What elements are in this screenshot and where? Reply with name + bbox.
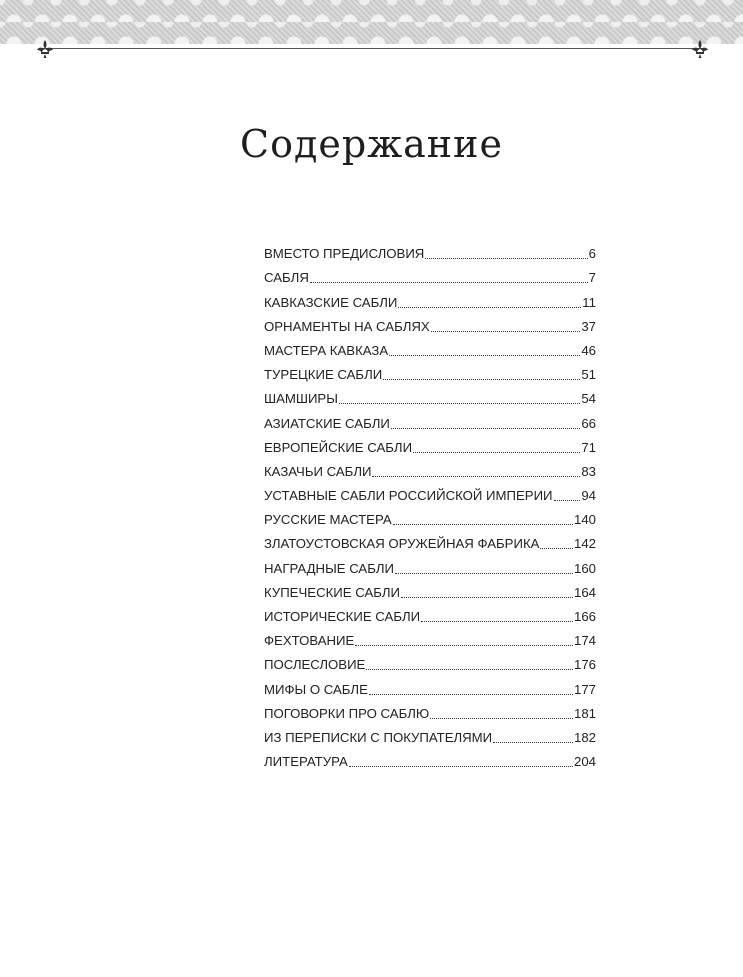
decorative-header-pattern [0, 0, 743, 44]
toc-entry-page-number: 51 [581, 367, 596, 383]
toc-entry-title: ОРНАМЕНТЫ НА САБЛЯХ [264, 318, 430, 334]
toc-leader-line [339, 402, 580, 404]
toc-entry[interactable] [264, 746, 596, 770]
toc-entry-page-number: 66 [581, 415, 596, 431]
toc-entry-title: ПОСЛЕСЛОВИЕ [264, 657, 366, 673]
toc-entry-title: САБЛЯ [264, 270, 309, 286]
toc-leader-line [398, 306, 581, 308]
toc-leader-line [310, 281, 588, 283]
toc-leader-line [391, 427, 580, 429]
toc-entry-page-number: 7 [588, 270, 596, 286]
toc-entry[interactable] [264, 238, 596, 262]
toc-entry-page-number: 164 [573, 584, 596, 600]
toc-entry[interactable] [264, 480, 596, 504]
toc-leader-line [430, 717, 573, 719]
toc-entry-page-number: 177 [573, 681, 596, 697]
toc-leader-line [349, 765, 573, 767]
toc-entry-page-number: 11 [582, 294, 596, 310]
toc-leader-line [372, 475, 580, 477]
toc-entry-page-number: 46 [581, 342, 596, 358]
toc-entry[interactable] [264, 262, 596, 286]
toc-entry-page-number: 140 [573, 512, 596, 528]
toc-entry[interactable] [264, 286, 596, 310]
fleur-de-lis-icon [689, 38, 711, 60]
toc-leader-line [413, 451, 580, 453]
toc-entry[interactable] [264, 528, 596, 552]
toc-entry[interactable] [264, 601, 596, 625]
header-rule [40, 48, 703, 49]
toc-entry-page-number: 181 [573, 705, 596, 721]
toc-entry-page-number: 142 [573, 536, 596, 552]
toc-entry-title: ШАМШИРЫ [264, 391, 338, 407]
toc-entry-page-number: 6 [588, 246, 596, 262]
toc-leader-line [393, 523, 573, 525]
toc-entry[interactable] [264, 432, 596, 456]
toc-entry-title: МАСТЕРА КАВКАЗА [264, 342, 389, 358]
toc-entry[interactable] [264, 649, 596, 673]
toc-entry-page-number: 204 [573, 754, 596, 770]
toc-entry-title: РУССКИЕ МАСТЕРА [264, 512, 392, 528]
toc-entry-title: АЗИАТСКИЕ САБЛИ [264, 415, 390, 431]
fleur-de-lis-icon [34, 38, 56, 60]
toc-entry-title: ЛИТЕРАТУРА [264, 754, 348, 770]
toc-entry-title: ЗЛАТОУСТОВСКАЯ ОРУЖЕЙНАЯ ФАБРИКА [264, 536, 540, 552]
toc-entry-title: КАЗАЧЬИ САБЛИ [264, 463, 372, 479]
toc-leader-line [383, 378, 580, 380]
toc-entry-title: ФЕХТОВАНИЕ [264, 633, 355, 649]
toc-entry[interactable] [264, 577, 596, 601]
toc-entry-page-number: 54 [581, 391, 596, 407]
toc-entry-title: ИСТОРИЧЕСКИЕ САБЛИ [264, 609, 421, 624]
toc-entry-title: ВМЕСТО ПРЕДИСЛОВИЯ [264, 246, 425, 262]
toc-leader-line [366, 668, 573, 670]
toc-entry-title: ТУРЕЦКИЕ САБЛИ [264, 367, 383, 383]
toc-entry[interactable] [264, 383, 596, 407]
toc-entry-title: НАГРАДНЫЕ САБЛИ [264, 560, 395, 576]
toc-leader-line [395, 572, 573, 574]
toc-leader-line [389, 354, 580, 356]
toc-entry-title: ИЗ ПЕРЕПИСКИ С ПОКУПАТЕЛЯМИ [264, 729, 493, 745]
toc-entry-page-number: 182 [573, 729, 596, 745]
toc-leader-line [425, 257, 587, 259]
toc-entry-page-number: 176 [573, 657, 596, 673]
toc-entry[interactable] [264, 407, 596, 431]
toc-leader-line [355, 644, 573, 646]
toc-entry[interactable] [264, 625, 596, 649]
toc-entry-page-number: 166 [573, 609, 596, 624]
toc-entry-title: КАВКАЗСКИЕ САБЛИ [264, 294, 398, 310]
toc-leader-line [431, 330, 581, 332]
toc-entry-page-number: 71 [581, 439, 596, 455]
toc-leader-line [554, 499, 581, 501]
toc-entry[interactable] [264, 359, 596, 383]
toc-entry-title: ПОГОВОРКИ ПРО САБЛЮ [264, 705, 430, 721]
toc-entry-title: КУПЕЧЕСКИЕ САБЛИ [264, 584, 401, 600]
toc-entry[interactable] [264, 335, 596, 359]
toc-entry-title: ЕВРОПЕЙСКИЕ САБЛИ [264, 439, 413, 455]
toc-leader-line [540, 547, 573, 549]
toc-entry-page-number: 174 [573, 633, 596, 649]
toc-entry[interactable] [264, 311, 596, 335]
toc-entry-page-number: 83 [581, 463, 596, 479]
toc-leader-line [421, 620, 573, 622]
toc-entry[interactable] [264, 698, 596, 722]
toc-leader-line [369, 693, 573, 695]
toc-entry-page-number: 37 [581, 318, 596, 334]
toc-entry[interactable] [264, 722, 596, 746]
page-title: Содержание [240, 122, 503, 166]
toc-leader-line [401, 596, 573, 598]
toc-leader-line [493, 741, 573, 743]
table-of-contents [264, 238, 596, 770]
toc-entry-title: УСТАВНЫЕ САБЛИ РОССИЙСКОЙ ИМПЕРИИ [264, 488, 553, 504]
toc-entry-title: МИФЫ О САБЛЕ [264, 681, 368, 697]
toc-entry[interactable] [264, 552, 596, 576]
toc-entry[interactable] [264, 456, 596, 480]
toc-entry-page-number: 160 [573, 560, 596, 576]
toc-entry[interactable] [264, 504, 596, 528]
toc-entry[interactable] [264, 673, 596, 697]
toc-entry-page-number: 94 [581, 488, 596, 504]
